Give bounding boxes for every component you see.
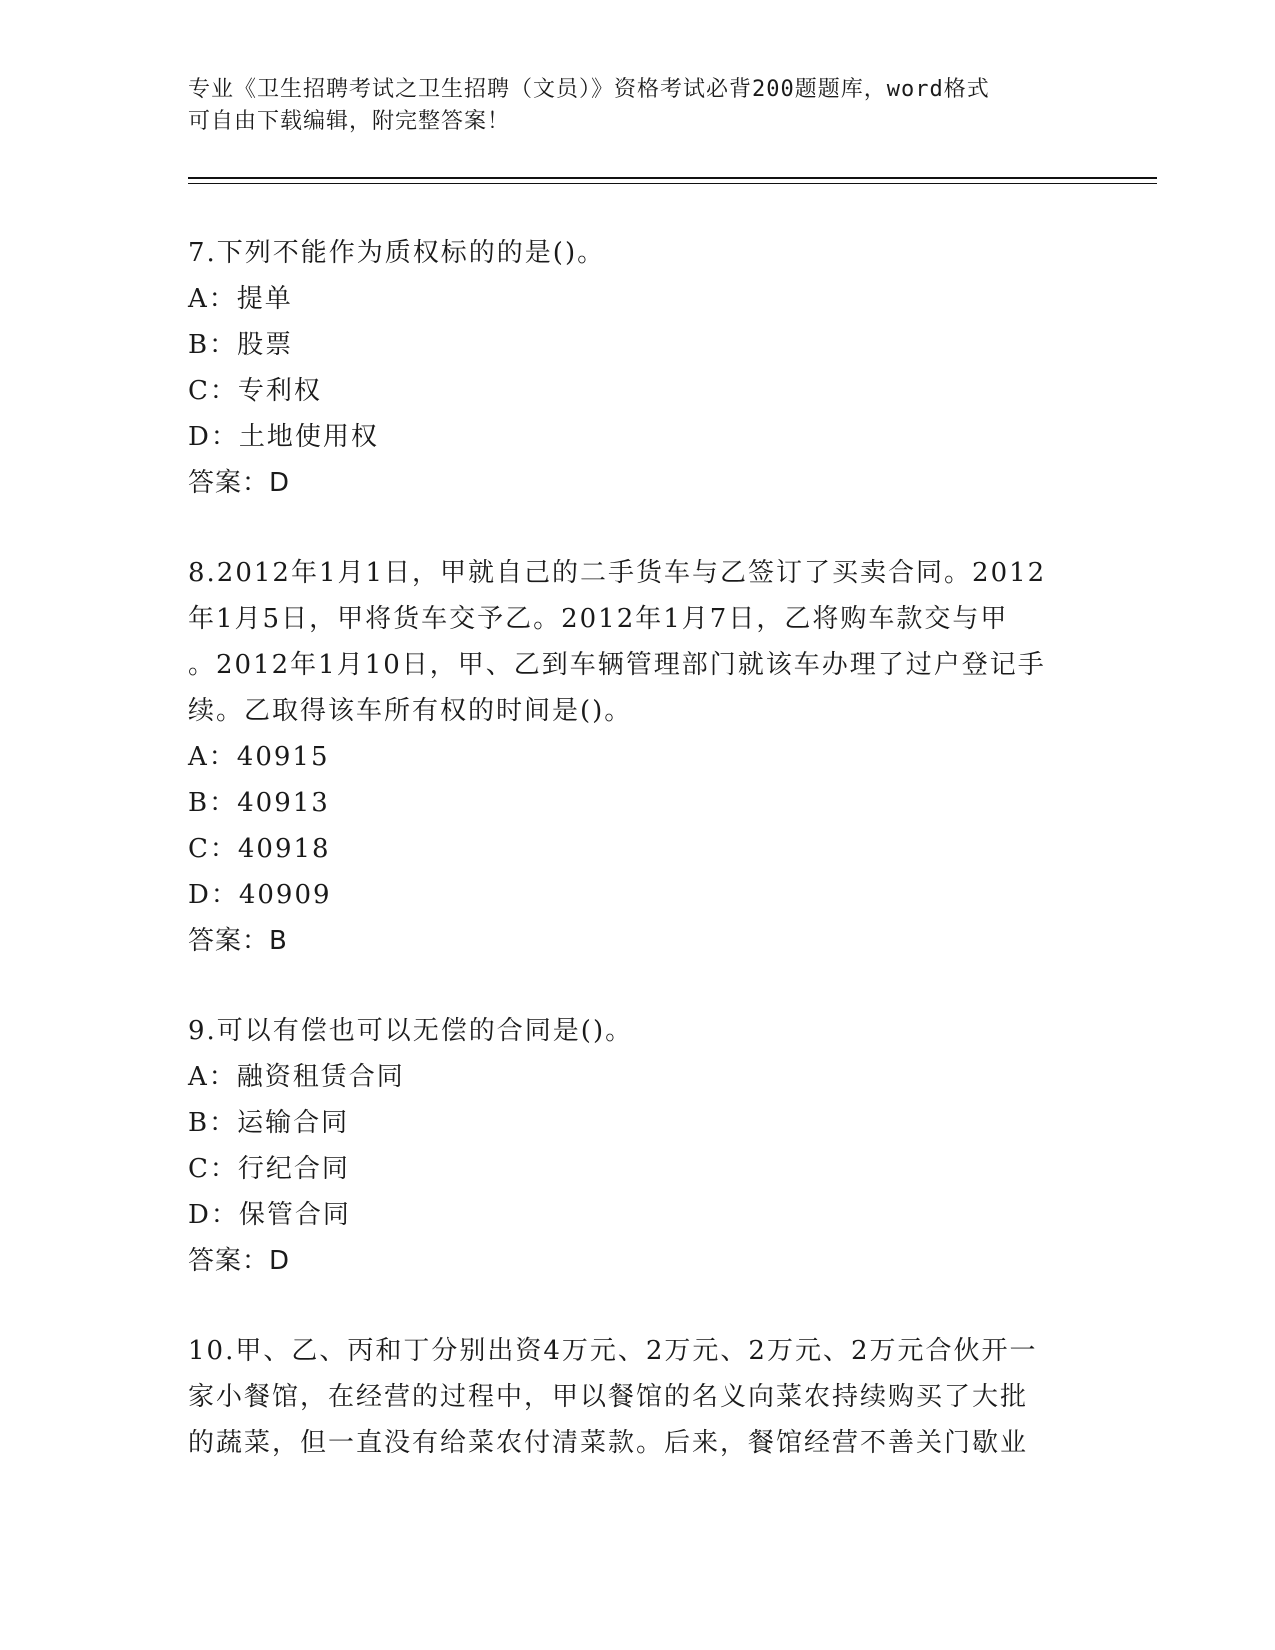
answer: 答案：B	[188, 926, 288, 956]
question-stem-line: 9.可以有偿也可以无偿的合同是()。	[188, 1016, 634, 1046]
question-stem-line: 。2012年1月10日，甲、乙到车辆管理部门就该车办理了过户登记手	[188, 650, 1046, 680]
question-7	[188, 230, 1088, 506]
document-header	[188, 74, 1068, 138]
option-d: D：保管合同	[188, 1200, 351, 1230]
option-a: A：40915	[188, 742, 330, 772]
question-stem-line: 的蔬菜，但一直没有给菜农付清菜款。后来，餐馆经营不善关门歇业	[188, 1428, 1029, 1458]
question-stem-line: 10.甲、乙、丙和丁分别出资4万元、2万元、2万元、2万元合伙开一	[188, 1336, 1038, 1366]
question-10	[188, 1328, 1088, 1466]
question-stem-line: 年1月5日，甲将货车交予乙。2012年1月7日，乙将购车款交与甲	[188, 604, 1009, 634]
option-d: D：土地使用权	[188, 422, 379, 452]
option-d: D：40909	[188, 880, 332, 910]
answer: 答案：D	[188, 468, 291, 498]
option-b: B：运输合同	[188, 1108, 350, 1138]
question-stem-line: 8.2012年1月1日，甲就自己的二手货车与乙签订了买卖合同。2012	[188, 558, 1047, 588]
header-divider-thick	[188, 177, 1157, 179]
question-stem-line: 家小餐馆，在经营的过程中，甲以餐馆的名义向菜农持续购买了大批	[188, 1382, 1029, 1412]
header-title-line-2: 可自由下载编辑，附完整答案！	[188, 109, 511, 134]
question-9	[188, 1008, 1088, 1284]
option-b: B：股票	[188, 330, 294, 360]
question-8	[188, 550, 1088, 964]
header-title-line-1: 专业《卫生招聘考试之卫生招聘（文员）》资格考试必背200题题库，word格式	[188, 77, 990, 102]
header-divider-thin	[188, 183, 1157, 184]
option-a: A：提单	[188, 284, 293, 314]
question-stem-line: 7.下列不能作为质权标的的是()。	[188, 238, 606, 268]
option-c: C：专利权	[188, 376, 322, 406]
option-c: C：行纪合同	[188, 1154, 350, 1184]
question-list	[188, 230, 1088, 1466]
option-b: B：40913	[188, 788, 330, 818]
question-stem-line: 续。乙取得该车所有权的时间是()。	[188, 696, 633, 726]
option-a: A：融资租赁合同	[188, 1062, 405, 1092]
answer: 答案：D	[188, 1246, 291, 1276]
option-c: C：40918	[188, 834, 331, 864]
